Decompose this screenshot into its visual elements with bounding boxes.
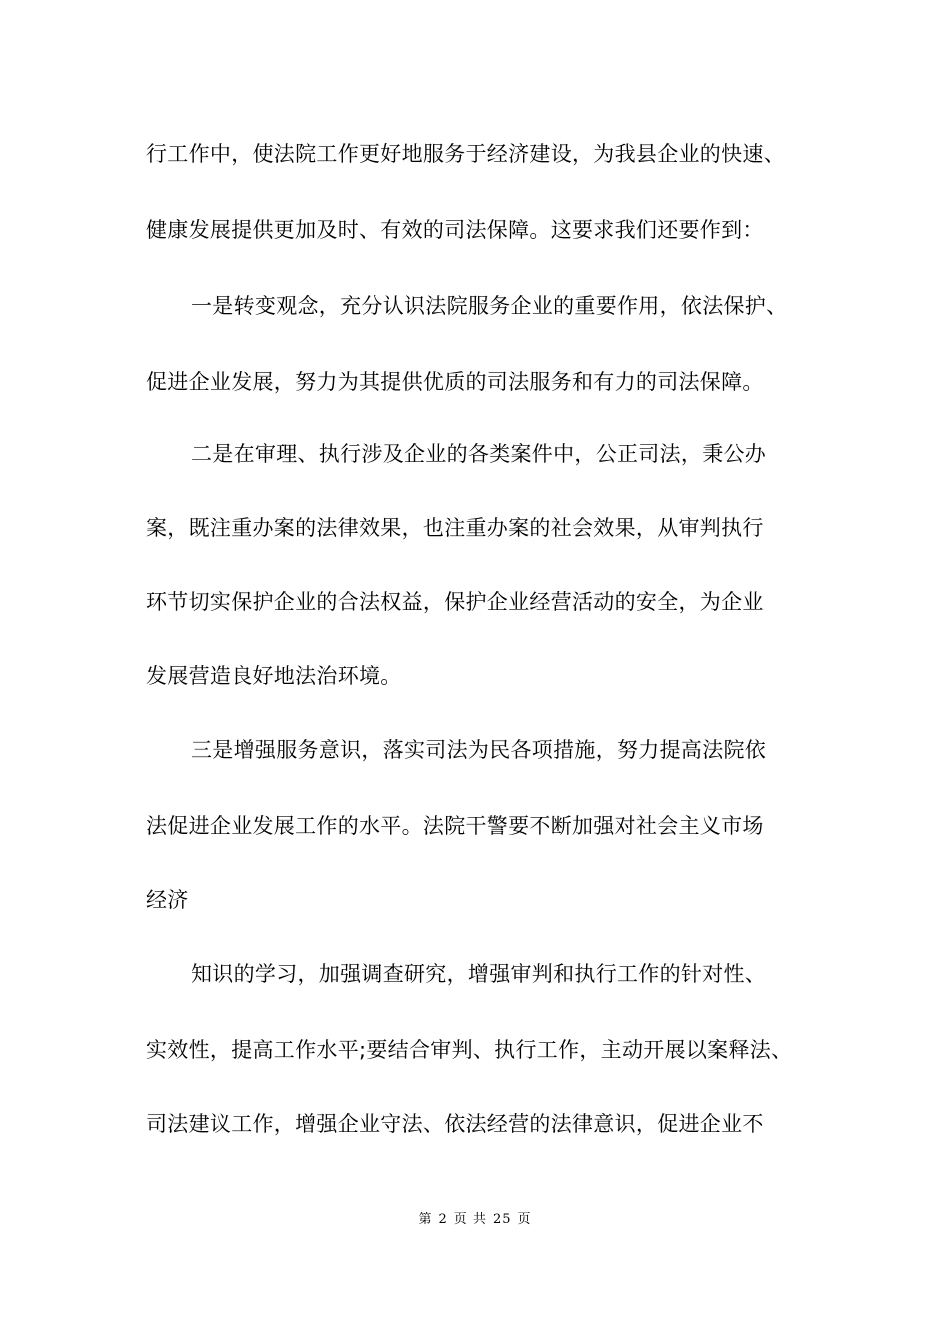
paragraph-first-line: 一是转变观念，充分认识法院服务企业的重要作用，依法保护、 [191, 294, 788, 318]
text-line: 促进企业发展，努力为其提供优质的司法服务和有力的司法保障。 [146, 370, 764, 394]
paragraph-first-line: 知识的学习，加强调查研究，增强审判和执行工作的针对性、 [191, 962, 767, 986]
text-line: 法促进企业发展工作的水平。法院干警要不断加强对社会主义市场 [146, 814, 764, 838]
text-line: 实效性，提高工作水平;要结合审判、执行工作，主动开展以案释法、 [146, 1038, 793, 1062]
footer-total-pages: 25 [492, 1212, 512, 1227]
text-line: 行工作中，使法院工作更好地服务于经济建设，为我县企业的快速、 [146, 142, 785, 166]
text-line: 司法建议工作，增强企业守法、依法经营的法律意识，促进企业不 [146, 1112, 764, 1136]
footer-middle: 页 共 [453, 1212, 487, 1227]
text-line: 发展营造良好地法治环境。 [146, 664, 402, 688]
text-line: 经济 [146, 888, 189, 912]
paragraph-first-line: 二是在审理、执行涉及企业的各类案件中，公正司法，秉公办 [191, 442, 767, 466]
text-line: 环节切实保护企业的合法权益，保护企业经营活动的安全，为企业 [146, 590, 764, 614]
text-line: 健康发展提供更加及时、有效的司法保障。这要求我们还要作到： [146, 218, 764, 242]
page-footer [0, 1208, 950, 1227]
footer-page-number: 2 [438, 1212, 448, 1227]
footer-prefix: 第 [418, 1212, 433, 1227]
footer-suffix: 页 [517, 1212, 532, 1227]
paragraph-first-line: 三是增强服务意识，落实司法为民各项措施，努力提高法院依 [191, 738, 767, 762]
text-line: 案，既注重办案的法律效果，也注重办案的社会效果，从审判执行 [146, 516, 764, 540]
